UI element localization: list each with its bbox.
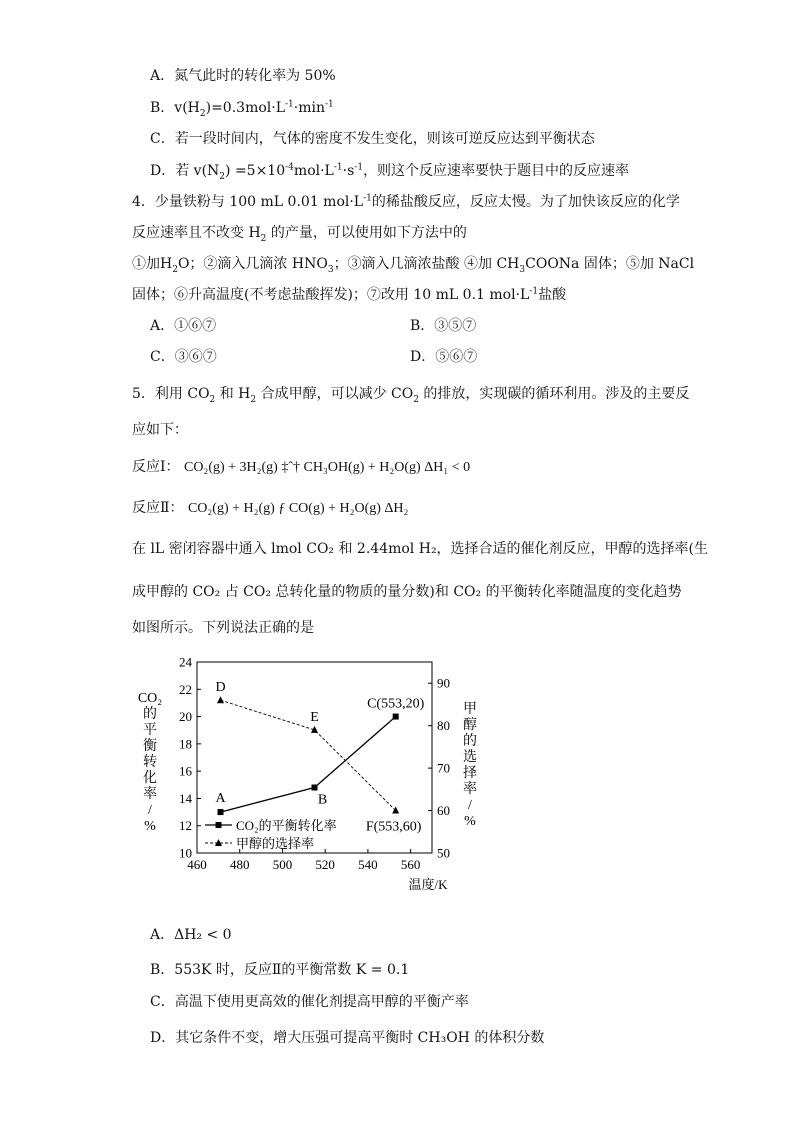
y-left-tick-label: 24 (179, 654, 192, 670)
series-line-2 (221, 700, 396, 810)
y-right-tick-label: 60 (437, 803, 450, 819)
chart-svg (130, 650, 510, 900)
y-right-tick-label: 90 (437, 675, 450, 691)
data-point-triangle (392, 807, 399, 814)
data-label: C(553,20) (367, 696, 425, 712)
y-left-tick-label: 22 (179, 681, 192, 697)
q4-stem-line1: 4．少量铁粉与 100 mL 0.01 $mol\cdot L^{-1}$的稀盐酸反应，反应太慢。为了加快该反应的化学 (132, 193, 680, 210)
q5-option-d: D．其它条件不变，增大压强可提高平衡时 CH₃OH 的体积分数 (150, 1030, 545, 1046)
x-tick-label: 500 (272, 857, 293, 872)
data-label: B (317, 792, 328, 808)
q5-reaction-1: 反应Ⅰ： CO₂(g) + 3H₂(g) ‡ˆ† CH₃OH(g) + H₂O(g) ΔH₁ < 0 (132, 459, 471, 475)
q4-option-d: D．⑤⑥⑦ (410, 349, 478, 365)
y-right-tick-label: 80 (437, 718, 450, 734)
y-left-tick-label: 20 (179, 709, 192, 725)
data-label: F(553,60) (365, 819, 422, 835)
y-left-tick-label: 12 (179, 818, 192, 834)
y-left-tick-label: 18 (179, 736, 192, 752)
q5-stem-line5: 如图所示。下列说法正确的是 (132, 620, 314, 636)
q3-option-d: D．若 $v(N_2) =5\times 10^{-4}mol\cdot L^{-1}\cdot s^{-1}$，则这个反应速率要快于题目中的反应速率 (150, 162, 630, 182)
q5-stem-line3: 在 lL 密闭容器中通入 lmol CO₂ 和 2.44mol H₂，选择合适的催化剂反应，甲醇的选择率(生 (132, 541, 709, 557)
q4-stem-line4: 固体；⑥升高温度(不考虑盐酸挥发)；⑦改用 10 mL 0.1 $mol\cdot L^{-1}$盐酸 (132, 286, 567, 303)
x-tick-label: 520 (315, 857, 335, 872)
data-label: D (215, 680, 226, 696)
data-point-triangle (217, 696, 224, 703)
q3-option-c: C．若一段时间内，气体的密度不发生变化，则该可逆反应达到平衡状态 (150, 131, 595, 147)
legend-label-2: 甲醇的选择率 (236, 836, 315, 851)
y-right-tick-label: 70 (437, 760, 450, 776)
q5-option-b: B．553K 时，反应Ⅱ的平衡常数 K = 0.1 (150, 962, 410, 978)
q3-option-a: A．氮气此时的转化率为 50% (150, 68, 336, 84)
q4-option-c: C．③⑥⑦ (150, 349, 217, 365)
q3-option-b: B．$v(H_2)=0.3mol\cdot L^{-1}\cdot\min^{-1}$ (150, 99, 334, 119)
data-label: A (215, 791, 226, 807)
series-line-1 (221, 717, 396, 813)
legend-marker-triangle (215, 839, 222, 846)
q4-option-b: B．③⑤⑦ (410, 318, 477, 334)
y-left-axis-label: CO₂ 的平衡转化率/ % (137, 691, 163, 834)
x-tick-label: 460 (187, 857, 207, 872)
data-point-square (393, 714, 399, 720)
q5-option-c: C．高温下使用更高效的催化剂提高甲醇的平衡产率 (150, 994, 469, 1010)
y-left-tick-label: 14 (179, 790, 192, 806)
data-point-square (218, 809, 224, 815)
data-point-square (312, 785, 318, 791)
x-tick-label: 560 (400, 857, 421, 872)
x-tick-label: 480 (229, 857, 250, 872)
q5-stem-line1: 5．利用 $CO_2$ 和 $H_2$ 合成甲醇，可以减少 $CO_2$ 的排放，实现碳的循环利用。涉及的主要反 (132, 386, 690, 405)
q5-option-a: A．ΔH₂ < 0 (150, 927, 232, 943)
x-tick-label: 540 (358, 857, 378, 872)
y-right-axis-label: 甲醇的选择率/ % (463, 702, 477, 829)
data-label: E (310, 709, 319, 725)
q5-stem-line4: 成甲醇的 CO₂ 占 CO₂ 总转化量的物质的量分数)和 CO₂ 的平衡转化率随温度的变化趋势 (132, 584, 682, 600)
legend-marker-square (216, 822, 222, 828)
legend-label-1: CO₂的平衡转化率 (236, 818, 337, 833)
y-left-tick-label: 10 (179, 845, 192, 861)
q5-chart (130, 650, 510, 900)
q4-stem-line2: 反应速率且不改变 $H_2$ 的产量，可以使用如下方法中的 (132, 225, 467, 244)
q4-stem-line3: ①加$H_2O$；②滴入几滴浓 $HNO_3$；③滴入几滴浓盐酸 ④加 $CH_3COONa$ 固体；⑤加 NaCl (132, 256, 695, 275)
q5-reaction-2: 反应Ⅱ： CO₂(g) + H₂(g) ƒ CO(g) + H₂O(g) ΔH₂ (132, 500, 409, 516)
y-right-tick-label: 50 (437, 845, 450, 861)
q5-stem-line2: 应如下： (132, 422, 188, 438)
y-left-tick-label: 16 (179, 763, 192, 779)
q4-option-a: A．①⑥⑦ (150, 318, 217, 334)
x-axis-label: 温度/K (408, 877, 448, 892)
